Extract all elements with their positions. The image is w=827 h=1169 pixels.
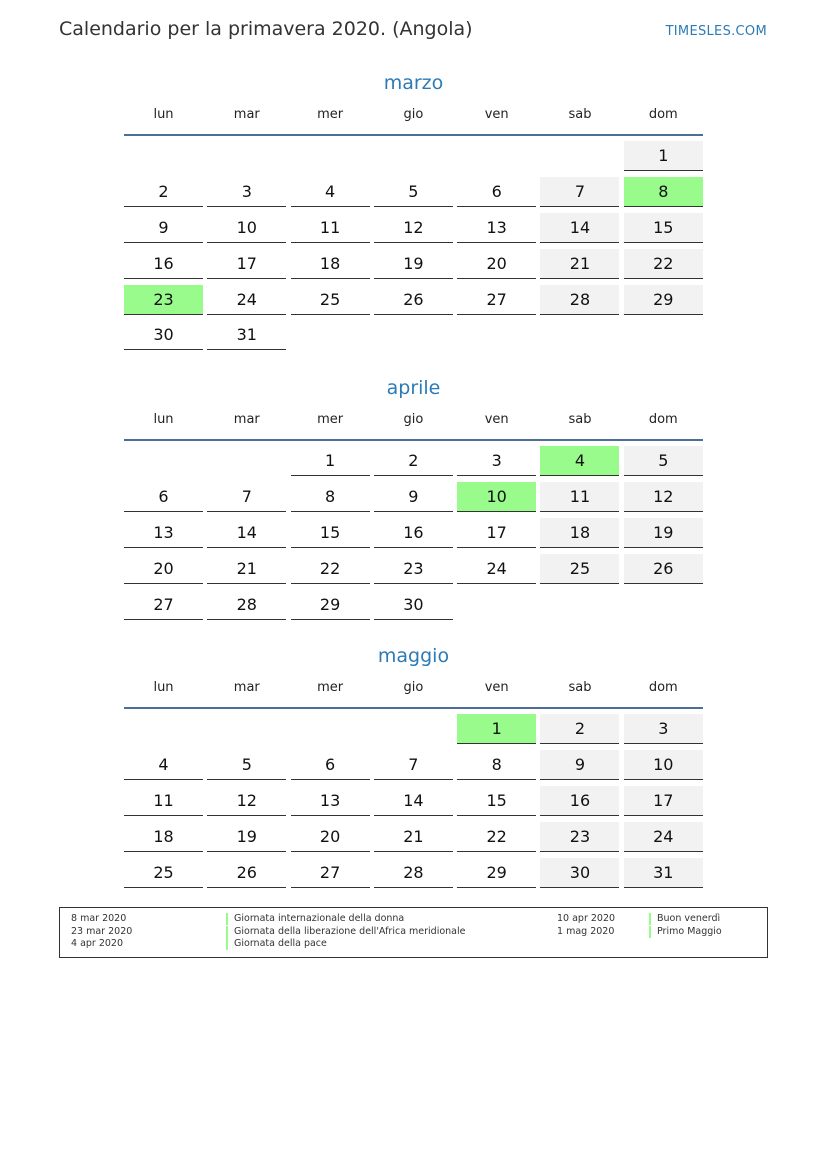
month-title: marzo xyxy=(383,72,444,94)
day-cell: 31 xyxy=(624,858,703,888)
day-cell: 30 xyxy=(540,858,619,888)
day-cell: 9 xyxy=(374,482,453,512)
day-cell: 21 xyxy=(540,249,619,279)
day-cell: 9 xyxy=(124,213,203,243)
day-cell: 7 xyxy=(374,750,453,780)
day-cell: 26 xyxy=(624,554,703,584)
empty-day-cell xyxy=(207,141,286,171)
day-cell: 2 xyxy=(374,446,453,476)
day-cell: 18 xyxy=(540,518,619,548)
day-cell: 18 xyxy=(124,822,203,852)
day-cell: 3 xyxy=(457,446,536,476)
day-cell: 18 xyxy=(291,249,370,279)
day-cell: 17 xyxy=(207,249,286,279)
weekday-label: mar xyxy=(233,412,260,427)
day-cell: 22 xyxy=(457,822,536,852)
month-title: aprile xyxy=(386,377,441,399)
day-cell: 13 xyxy=(124,518,203,548)
day-grid xyxy=(124,714,703,888)
day-cell: 9 xyxy=(540,750,619,780)
day-cell: 8 xyxy=(291,482,370,512)
day-cell: 14 xyxy=(374,786,453,816)
day-cell: 4 xyxy=(124,750,203,780)
legend-holiday-name: Buon venerdì xyxy=(649,913,720,925)
month-april xyxy=(124,373,703,620)
month-title: maggio xyxy=(377,645,450,667)
legend-date: 10 apr 2020 xyxy=(557,913,616,924)
day-cell: 14 xyxy=(540,213,619,243)
day-cell: 6 xyxy=(291,750,370,780)
day-cell: 20 xyxy=(457,249,536,279)
day-cell: 20 xyxy=(291,822,370,852)
day-cell: 11 xyxy=(124,786,203,816)
weekday-label: gio xyxy=(403,107,424,122)
empty-day-cell xyxy=(540,141,619,171)
day-cell: 6 xyxy=(457,177,536,207)
weekday-label: dom xyxy=(648,107,678,122)
day-cell: 25 xyxy=(291,285,370,315)
empty-day-cell xyxy=(374,714,453,744)
month-may xyxy=(124,641,703,888)
day-cell: 7 xyxy=(540,177,619,207)
day-cell: 19 xyxy=(624,518,703,548)
day-cell: 6 xyxy=(124,482,203,512)
day-cell: 15 xyxy=(457,786,536,816)
weekday-label: mar xyxy=(233,107,260,122)
header-divider xyxy=(124,439,703,441)
day-cell: 21 xyxy=(374,822,453,852)
day-cell: 10 xyxy=(624,750,703,780)
day-cell: 12 xyxy=(624,482,703,512)
empty-day-cell xyxy=(124,141,203,171)
day-cell: 24 xyxy=(207,285,286,315)
day-cell: 30 xyxy=(374,590,453,620)
day-cell: 24 xyxy=(457,554,536,584)
day-grid xyxy=(124,141,703,350)
day-cell: 12 xyxy=(374,213,453,243)
month-march xyxy=(124,68,703,350)
empty-day-cell xyxy=(207,714,286,744)
day-cell: 3 xyxy=(624,714,703,744)
weekday-label: dom xyxy=(648,412,678,427)
day-cell: 25 xyxy=(540,554,619,584)
day-cell: 5 xyxy=(207,750,286,780)
brand-link[interactable]: TIMESLES.COM xyxy=(665,24,767,39)
day-cell: 22 xyxy=(624,249,703,279)
day-cell: 23 xyxy=(540,822,619,852)
weekday-label: mer xyxy=(317,680,344,695)
day-cell: 11 xyxy=(291,213,370,243)
empty-day-cell xyxy=(457,141,536,171)
day-cell: 12 xyxy=(207,786,286,816)
day-cell: 2 xyxy=(540,714,619,744)
weekday-label: lun xyxy=(153,412,174,427)
day-cell: 28 xyxy=(540,285,619,315)
day-cell: 19 xyxy=(207,822,286,852)
holiday-day-cell: 23 xyxy=(124,285,203,315)
day-cell: 5 xyxy=(624,446,703,476)
day-cell: 28 xyxy=(374,858,453,888)
empty-day-cell xyxy=(291,141,370,171)
day-cell: 29 xyxy=(457,858,536,888)
legend-holiday-name: Giornata della pace xyxy=(226,938,327,950)
empty-day-cell xyxy=(124,714,203,744)
empty-day-cell xyxy=(291,714,370,744)
day-cell: 16 xyxy=(540,786,619,816)
day-cell: 13 xyxy=(291,786,370,816)
weekday-label: sab xyxy=(568,412,592,427)
legend-holiday-name: Giornata internazionale della donna xyxy=(226,913,404,925)
day-cell: 17 xyxy=(457,518,536,548)
day-cell: 19 xyxy=(374,249,453,279)
day-cell: 30 xyxy=(124,320,203,350)
day-cell: 20 xyxy=(124,554,203,584)
legend-date: 8 mar 2020 xyxy=(71,913,127,924)
day-cell: 27 xyxy=(457,285,536,315)
holiday-day-cell: 1 xyxy=(457,714,536,744)
weekday-label: gio xyxy=(403,680,424,695)
day-cell: 26 xyxy=(374,285,453,315)
weekday-label: lun xyxy=(153,680,174,695)
day-cell: 15 xyxy=(291,518,370,548)
day-cell: 10 xyxy=(207,213,286,243)
day-cell: 1 xyxy=(291,446,370,476)
day-cell: 17 xyxy=(624,786,703,816)
day-cell: 26 xyxy=(207,858,286,888)
holiday-day-cell: 10 xyxy=(457,482,536,512)
day-cell: 11 xyxy=(540,482,619,512)
weekday-header xyxy=(124,98,703,134)
weekday-label: mer xyxy=(317,107,344,122)
day-cell: 13 xyxy=(457,213,536,243)
weekday-label: ven xyxy=(484,680,509,695)
day-cell: 31 xyxy=(207,320,286,350)
day-cell: 22 xyxy=(291,554,370,584)
weekday-label: sab xyxy=(568,680,592,695)
weekday-label: mar xyxy=(233,680,260,695)
holiday-legend xyxy=(59,907,768,958)
day-cell: 8 xyxy=(457,750,536,780)
day-grid xyxy=(124,446,703,620)
day-cell: 16 xyxy=(374,518,453,548)
day-cell: 7 xyxy=(207,482,286,512)
day-cell: 14 xyxy=(207,518,286,548)
day-cell: 2 xyxy=(124,177,203,207)
day-cell: 3 xyxy=(207,177,286,207)
day-cell: 29 xyxy=(291,590,370,620)
legend-date: 23 mar 2020 xyxy=(71,926,133,937)
day-cell: 29 xyxy=(624,285,703,315)
day-cell: 24 xyxy=(624,822,703,852)
weekday-header xyxy=(124,671,703,707)
day-cell: 23 xyxy=(374,554,453,584)
weekday-header xyxy=(124,403,703,439)
day-cell: 21 xyxy=(207,554,286,584)
weekday-label: ven xyxy=(484,412,509,427)
weekday-label: ven xyxy=(484,107,509,122)
day-cell: 15 xyxy=(624,213,703,243)
day-cell: 16 xyxy=(124,249,203,279)
legend-date: 1 mag 2020 xyxy=(557,926,615,937)
empty-day-cell xyxy=(374,141,453,171)
empty-day-cell xyxy=(124,446,203,476)
header-divider xyxy=(124,134,703,136)
holiday-day-cell: 4 xyxy=(540,446,619,476)
page-title: Calendario per la primavera 2020. (Angola) xyxy=(59,18,473,40)
weekday-label: dom xyxy=(648,680,678,695)
day-cell: 5 xyxy=(374,177,453,207)
day-cell: 27 xyxy=(124,590,203,620)
weekday-label: mer xyxy=(317,412,344,427)
weekday-label: sab xyxy=(568,107,592,122)
legend-date: 4 apr 2020 xyxy=(71,938,124,949)
day-cell: 27 xyxy=(291,858,370,888)
day-cell: 1 xyxy=(624,141,703,171)
day-cell: 28 xyxy=(207,590,286,620)
legend-holiday-name: Giornata della liberazione dell'Africa meridionale xyxy=(226,926,466,938)
holiday-day-cell: 8 xyxy=(624,177,703,207)
day-cell: 4 xyxy=(291,177,370,207)
empty-day-cell xyxy=(207,446,286,476)
legend-holiday-name: Primo Maggio xyxy=(649,926,722,938)
header-divider xyxy=(124,707,703,709)
day-cell: 25 xyxy=(124,858,203,888)
weekday-label: gio xyxy=(403,412,424,427)
weekday-label: lun xyxy=(153,107,174,122)
